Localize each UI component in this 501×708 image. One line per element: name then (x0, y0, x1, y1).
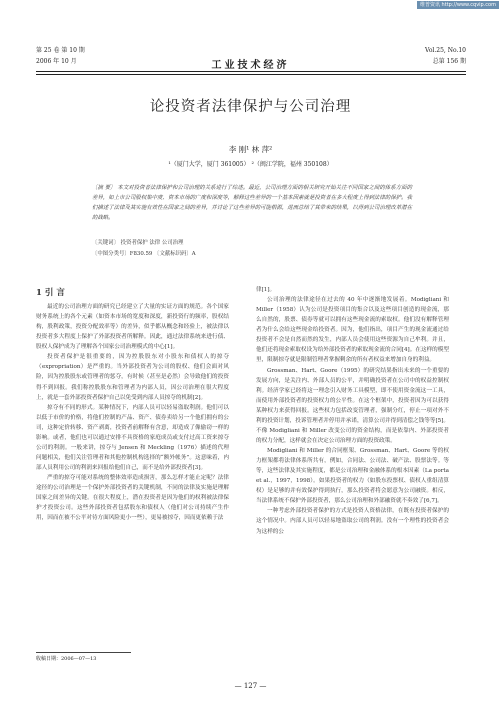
page-number: — 127 — (234, 682, 267, 690)
abstract: 〔摘 要〕 本文对投资者法律保护和公司治理的关系进行了综述。最近，公司治理方面的相关研究开始关注不同国家之间的体系方面的差异，如上市公司股权集中度、资本市场的广度和深度等，解释这些差异的一个基本因素就是投资者在多大程度上得到法律的保护。我们描述了法律及其实施有效性在国家之间的差异，并讨论了这些差异的可能根源，进而总结了其带来的结果，以得到公司治理改革潜在的战略。 (92, 185, 412, 221)
section-heading: 1 引 言 (36, 288, 65, 298)
left-column (36, 287, 229, 523)
vol-no-english: Vol.25, No.10 (425, 47, 466, 54)
total-issue: 总第 156 期 (432, 58, 466, 65)
paragraph: 最近的公司治理方面的研究已经建立了大量的实证方面的规范。各个国家财务系统上的各个元素（如资本市场的宽度和深度，新投资行的频率，股权结构，股利政策，投资分配效率等）的差异，似乎都从概念和经验上，被法律以投资者多大程度上保护了外部投资者所解释。因此，通过法律系统来进行债、股权人保护成为了理解各个国家公司治理模式的中心[1]。 (36, 304, 229, 351)
footnote-rule (36, 652, 131, 653)
paragraph: Modigliani 和 Miller 的合同框架、Grossman、Hart、Goore 等的权力框架都将法律体系所共有，例如，合同法、公司法、破产法、股票法等。等等，这些法律及其实施程度，都是公司治理和金融体系的根本因素（La porta et al.，1997，1998）。如果投资者的权力（如股东投票权、债权人重组清算权）是足够的并有效保护得到执行，那么投资者将会愿意为公司融资。相反，当法律系统不保护外部投资者，那么公司治理和外部融资就不奏效了[6,7]。 (256, 448, 449, 505)
keywords: 〔关键词〕 投资者保护 法律 公司治理 (92, 240, 184, 246)
paragraph: 投资者保护是很重要的，因为控股股东对小股东和债权人的掠夺（expropriation）是严重的。当外部投资者为公司的股权、他们会面对风险，因为控股股东或管理者的惩夺，有时候（甚至是必然）会导致他们的投资得不到回报。我们称控股股东和管理者为内部人员，因公司治理在很大程度上，就是一套外部投资者保护自己以免受到内部人员掠夺的机制[2]。 (36, 354, 229, 401)
header-rule-thick (36, 71, 466, 72)
journal-name: 工业技术经济 (211, 60, 290, 71)
affiliations: ¹（厦门大学，厦门 361005） ²（闽江学院，福州 350108） (168, 161, 333, 168)
watermark: 维普资讯 http://www.cqvip.com (417, 1, 499, 9)
paragraph: 一种考虑外部投资者保护的方式是投资人资格法律，在既有投资者保护的这个情况中。内部人员可以轻易地盗取公司的利润。没有一个理性的投资者会为这样的公 (256, 508, 449, 535)
paragraph: 严重的掠夺可能对系统的整体效率造成损害，那么怎样才能止定呢？法律途径的公司治理是一个保护外部投资者的关键机制，不同的法律及实施是理解国家之间差异的关键。在很大程度上，潜在投资者是因为他们的权利被法律保护才投资公司。这些外部投资者包括股东和债权人（他们对公司持续产生作用，因而在被不公平对待方面风险更小一些），更易被掠夺，因而更依赖于法 (36, 475, 229, 522)
paragraph: 公司治理的法律途径在过去的 40 年中逐渐地发展着。Modigliani 和 Miller（1958）认为公司是投资项目的集合以及这些项目创造的现金流，那么自然的，股票、债券等就可以拥有这些现金流的索取权。他们没有解释管理者为什么会给这些现金给投资者。因为，他们指出，项目产生的现金流通过给投资者不会是自然而然的发生，内部人员会使用这些资源为自己牟利。并且，他们还将现金索取权设为给外部投资者的索取现金流的合同[4]。在这样的模型里，限制掠夺就是限制管理者掌握剩余的所有者权益来增加自身的利益。 (256, 297, 449, 364)
paragraph: Grossman、Hart、Goore（1995）的研究结果指出未来的一个重要的发展方向，是关注内、外部人员的公平，并明确投资者在公司中的权益控制权利。经济学家已经将这一理念引入财务工具模型，即不使用资金流这一工具，而使用外部投资者的投资权力的公平性。在这个框架中，投资者因为可以获得某种权力来获得回报。这些权力包括改变管理者，强制分红，停止一项对外不利的投资计划，投诉管理者并停用并承诺，清算公司并得到清偿之钱等等[5]。不像 Modigliani 和 Miller 改变公司的资金结构，而是依靠内、外部投资者的权力分配，这样就会在决定公司治理方面的投资政策。 (256, 367, 449, 444)
article-title: 论投资者法律保护与公司治理 (149, 99, 352, 115)
received-date: 收稿日期：2006—07—13 (36, 656, 97, 662)
right-column (256, 285, 449, 537)
issue-date: 2006 年 10 月 (36, 58, 77, 65)
header-rule-thin (36, 74, 466, 75)
paragraph: 律[1]。 (256, 287, 276, 293)
volume-issue: 第 25 卷 第 10 期 (36, 47, 85, 54)
classification: 〔中图分类号〕F830.59 〔文献标识码〕A (92, 251, 196, 257)
authors: 李 刚¹ 林 萍² (228, 145, 273, 154)
paragraph: 掠夺有不同的形式。某种情况下，内部人员可以轻易盗取利润。他们可以以低于市价的价格，将他们控制的产品、资产、债券卖给另一个他们拥有的公司，这种定价转移、资产剥离，投资者前解释有含意，却造成了像偷窃一样的影响。或者，他们也可以通过安排不具资格的家庭成员或支付过高工资来掠夺公司的利润。一般来讲，掠夺与 Jensen 和 Meckling（1976）描述的代理问题相关，他们关注管理者和其他控制机构选择的“额外帐务”。这意味着，内部人员利用公司的利润来回报给他们自己，而不是给外部投资者[3]。 (36, 404, 229, 471)
